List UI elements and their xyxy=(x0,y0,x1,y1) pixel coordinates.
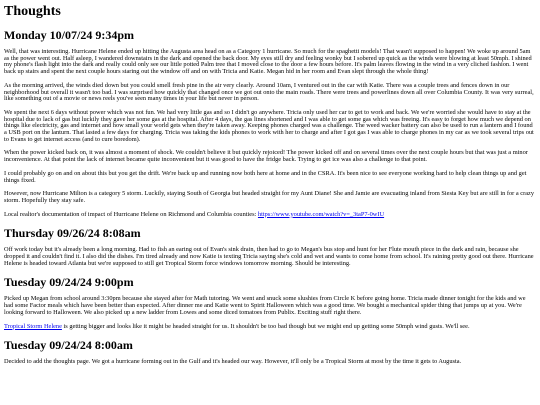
entry-paragraph: Decided to add the thoughts page. We got a hurricane forming out in the Gulf and it's headed our way. However, it'll only be a Tropical Storm at most by the time it gets to Augusta. xyxy=(4,358,462,366)
entry-paragraph-with-link xyxy=(4,212,536,219)
entry-paragraph: Well, that was interesting. Hurricane Helene ended up hitting the Augusta area head on as a Category 1 hurricane. So much for the spaghetti models! That wasn't supposed to happen! We woke up around 5am as the power went out. Half asleep, I wandered downstairs in the dark and opened the back door. My eyes still dry and feeling wonky but I sobered up quick as the winds were blowing at least 50mph. I shined my phone's flash light into the dark and really could only see our little potted Palm tree that I moved close to the door a few hours before. It's palm leaves flowing in the wind in a very cliched fashion. I went back up stairs and spent the next couple hours staring out the window off and on with Tricia and Katie. Megan hid in her room and Evan slept through the whole thing! xyxy=(4,48,532,76)
entry-heading: Monday 10/07/24 9:34pm xyxy=(4,28,135,42)
journal-entry xyxy=(4,29,536,218)
entry-paragraph: When the power kicked back on, it was almost a moment of shock. We couldn't believe it but quickly rejoiced! The power kicked off and on several times over the next couple hours but that was just a minor inconvenience. At that point the lack of internet became quite inconvenient but it was good to have the fridge back. Trying to get ice was also a challenge to that point. xyxy=(4,149,528,164)
entry-paragraph: Picked up Megan from school around 3:30pm because she stayed after for Math tutoring. We went and snuck some slushies from Circle K before going home. Tricia made dinner tonight for the kids and we had some Factor meals which have been better than expected. After dinner me and Katie went to Spirit Halloween which was a good time. We bought a mechanical spider thing that jumps up at you. We're looking forward to Halloween. We also picked up a new ladder from Lowes and some diced tomatoes from Publix. Exciting stuff right there. xyxy=(4,295,526,316)
journal-entry xyxy=(4,339,536,366)
journal-entry xyxy=(4,276,536,330)
entry-heading: Tuesday 09/24/24 9:00pm xyxy=(4,275,134,290)
journal-entry xyxy=(4,227,536,267)
entry-paragraph: Off work today but it's already been a long morning. Had to fish an earing out of Evan's sink drain, then had to go to Megan's bus stop and hunt for her Flute mouth piece in the dark and rain, because she dropped it and couldn't find it. I also did the dishes. I'm tired already and now Katie is texting Tricia saying she's cold and wet and wants to come home from school. It's raining pretty good out there. Hurricane Helene is headed toward Atlanta but we're supposed to still get Tropical Storm force windows tomorrow morning. Should be interesting. xyxy=(4,246,534,267)
entry-paragraph-text: Local realtor's documentation of impact of Hurricane Helene on Richmond and Columbia counties: xyxy=(4,210,258,218)
entry-paragraph: However, now Hurricane Milton is a category 5 storm. Luckily, staying South of Georgia but headed straight for my Aunt Diane! She and Jamie are evacuating inland from Siesta Key but are still in for a crazy storm. Hopefully they stay safe. xyxy=(4,190,535,204)
entry-paragraph: We spent the next 6 days without power which was not fun. We had very little gas and so I didn't go anywhere. Tricia only used her car to get to work and back. We we're worried she would have to stay at the hospital due to lack of gas but luckily they gave her some gas at the hospital. After 4 days, the gas lines shortened and I was able to get some gas which was freeing. It's easy to forget how much we depend on things like electricity, gas and internet and how small your world gets when they're taken away. Keeping phones charged was a challenge. The weed wacker battery can also be used to run a lantern and I found a USB port on the lanturn. That lasted a few days for charging. Tricia was taking the kids phones to work with her to charge and after I got gas I was able to charge phones in my car as we took several trips out to Evans to get internet access (and to cure boredom). xyxy=(4,108,534,143)
entry-paragraph: As the morning arrived, the winds died down but you could smell fresh pine in the air very clearly. Around 10am, I ventured out in the car with Katie. There was a couple trees and fences down in our neighborhood but overall it wasn't too bad. I was surprised how quickly that changed once we got out onto the main roads. There were trees and powerlines down all over Columbia County. It was very surreal, like something out of a movie or news reels you've seen many times in your life but never in person. xyxy=(4,81,534,103)
entry-heading: Thursday 09/26/24 8:08am xyxy=(4,226,141,241)
page-title: Thoughts xyxy=(4,4,61,19)
entry-paragraph: I could probably go on and on about this but you get the drift. We're back up and running now both here at home and in the CSRA. It's been nice to see everyone working hard to help clean things up and get things fixed. xyxy=(4,169,527,184)
tropical-storm-helene-link[interactable]: Tropical Storm Helene xyxy=(4,322,62,330)
entry-paragraph-text: is getting bigger and looks like it might be headed straight for us. It shouldn't be too bad though but we might end up getting some 50mph wind gusts. We'll see. xyxy=(61,322,470,330)
youtube-video-link[interactable]: https://www.youtube.com/watch?v=_3taP7-0wIU xyxy=(257,210,385,218)
entry-paragraph-with-link xyxy=(4,324,536,331)
entry-heading: Tuesday 09/24/24 8:00am xyxy=(4,338,133,353)
